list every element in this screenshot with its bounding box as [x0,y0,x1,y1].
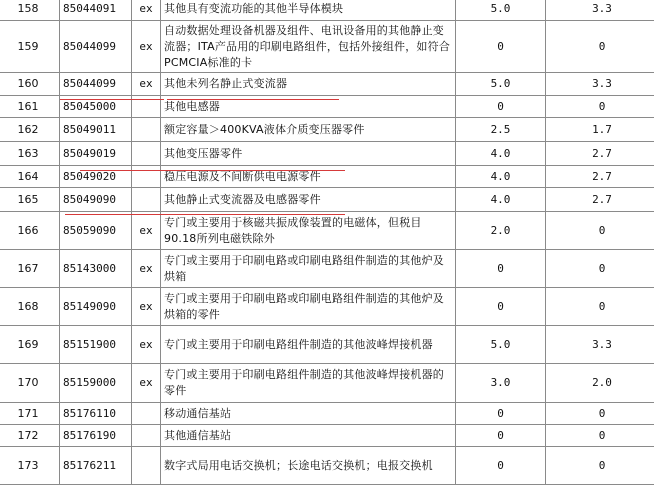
table-row [0,250,654,288]
hs-code: 85143000 [60,250,132,288]
table-row [0,403,654,425]
hs-code: 85044099 [60,21,132,73]
product-description: 其他通信基站 [161,425,456,447]
rate-a: 5.0 [456,326,546,364]
ex-marker [132,188,161,212]
table-row [0,288,654,326]
row-number: 173 [0,447,60,485]
hs-code: 85045000 [60,96,132,118]
row-number: 167 [0,250,60,288]
row-number: 159 [0,21,60,73]
ex-marker [132,403,161,425]
table-row [0,447,654,485]
hs-code: 85176190 [60,425,132,447]
hs-code: 85049020 [60,166,132,188]
rate-b: 2.7 [546,166,654,188]
hs-code: 85044099 [60,73,132,96]
hs-code: 85049019 [60,142,132,166]
rate-a: 0 [456,250,546,288]
product-description: 自动数据处理设备机器及组件、电讯设备用的其他静止变流器；ITA产品用的印刷电路组件，包括外接组件，如符合PCMCIA标准的卡 [161,21,456,73]
rate-a: 0 [456,447,546,485]
rate-a: 5.0 [456,73,546,96]
hs-code: 85059090 [60,212,132,250]
ex-marker: ex [132,288,161,326]
rate-a: 0 [456,288,546,326]
row-number: 169 [0,326,60,364]
table-row [0,142,654,166]
product-description: 数字式局用电话交换机；长途电话交换机；电报交换机 [161,447,456,485]
hs-code: 85176211 [60,447,132,485]
hs-code: 85049090 [60,188,132,212]
ex-marker: ex [132,73,161,96]
ex-marker: ex [132,326,161,364]
rate-a: 2.0 [456,212,546,250]
hs-code: 85149090 [60,288,132,326]
annotation-underline-163 [80,170,345,171]
rate-b: 2.7 [546,188,654,212]
rate-b: 1.7 [546,118,654,142]
rate-a: 4.0 [456,188,546,212]
product-description: 稳压电源及不间断供电电源零件 [161,166,456,188]
rate-b: 0 [546,403,654,425]
row-number: 165 [0,188,60,212]
rate-a: 3.0 [456,364,546,403]
rate-a: 0 [456,403,546,425]
row-number: 172 [0,425,60,447]
row-number: 171 [0,403,60,425]
rate-b: 2.7 [546,142,654,166]
table-row [0,118,654,142]
rate-b: 0 [546,96,654,118]
hs-code: 85151900 [60,326,132,364]
ex-marker: ex [132,250,161,288]
product-description: 专门或主要用于印刷电路组件制造的其他波峰焊接机器 [161,326,456,364]
product-description: 移动通信基站 [161,403,456,425]
row-number: 164 [0,166,60,188]
hs-code: 85049011 [60,118,132,142]
ex-marker [132,118,161,142]
rate-a: 4.0 [456,142,546,166]
rate-b: 0 [546,425,654,447]
rate-b: 0 [546,447,654,485]
rate-b: 0 [546,250,654,288]
table-row [0,364,654,403]
ex-marker: ex [132,212,161,250]
product-description: 专门或主要用于印刷电路组件制造的其他波峰焊接机器的零件 [161,364,456,403]
rate-b: 0 [546,288,654,326]
ex-marker: ex [132,0,161,21]
row-number: 170 [0,364,60,403]
annotation-underline-160-desc [167,99,339,100]
product-description: 专门或主要用于核磁共振成像装置的电磁体，但税目90.18所列电磁铁除外 [161,212,456,250]
row-number: 168 [0,288,60,326]
rate-a: 0 [456,96,546,118]
table-row [0,73,654,96]
rate-a: 4.0 [456,166,546,188]
row-number: 166 [0,212,60,250]
table-row [0,166,654,188]
rate-a: 5.0 [456,0,546,21]
table-row [0,425,654,447]
ex-marker [132,425,161,447]
ex-marker [132,447,161,485]
product-description: 其他变压器零件 [161,142,456,166]
ex-marker: ex [132,21,161,73]
ex-marker: ex [132,364,161,403]
row-number: 160 [0,73,60,96]
hs-code: 85176110 [60,403,132,425]
hs-code: 85159000 [60,364,132,403]
product-description: 其他静止式变流器及电感器零件 [161,188,456,212]
table-row [0,326,654,364]
rate-b: 0 [546,212,654,250]
rate-b: 3.3 [546,326,654,364]
product-description: 其他具有变流功能的其他半导体模块 [161,0,456,21]
annotation-underline-160 [60,99,164,100]
rate-b: 3.3 [546,0,654,21]
annotation-underline-165 [65,214,345,215]
table-row [0,188,654,212]
table-row [0,212,654,250]
ex-marker [132,142,161,166]
ex-marker [132,166,161,188]
row-number: 162 [0,118,60,142]
rate-a: 2.5 [456,118,546,142]
product-description: 其他未列名静止式变流器 [161,73,456,96]
rate-b: 0 [546,21,654,73]
rate-b: 3.3 [546,73,654,96]
product-description: 额定容量＞400KVA液体介质变压器零件 [161,118,456,142]
table-row [0,0,654,21]
rate-a: 0 [456,21,546,73]
row-number: 163 [0,142,60,166]
product-description: 其他电感器 [161,96,456,118]
hs-code: 85044091 [60,0,132,21]
row-number: 161 [0,96,60,118]
rate-a: 0 [456,425,546,447]
product-description: 专门或主要用于印刷电路或印刷电路组件制造的其他炉及烘箱 [161,250,456,288]
row-number: 158 [0,0,60,21]
product-description: 专门或主要用于印刷电路或印刷电路组件制造的其他炉及烘箱的零件 [161,288,456,326]
table-row [0,21,654,73]
rate-b: 2.0 [546,364,654,403]
